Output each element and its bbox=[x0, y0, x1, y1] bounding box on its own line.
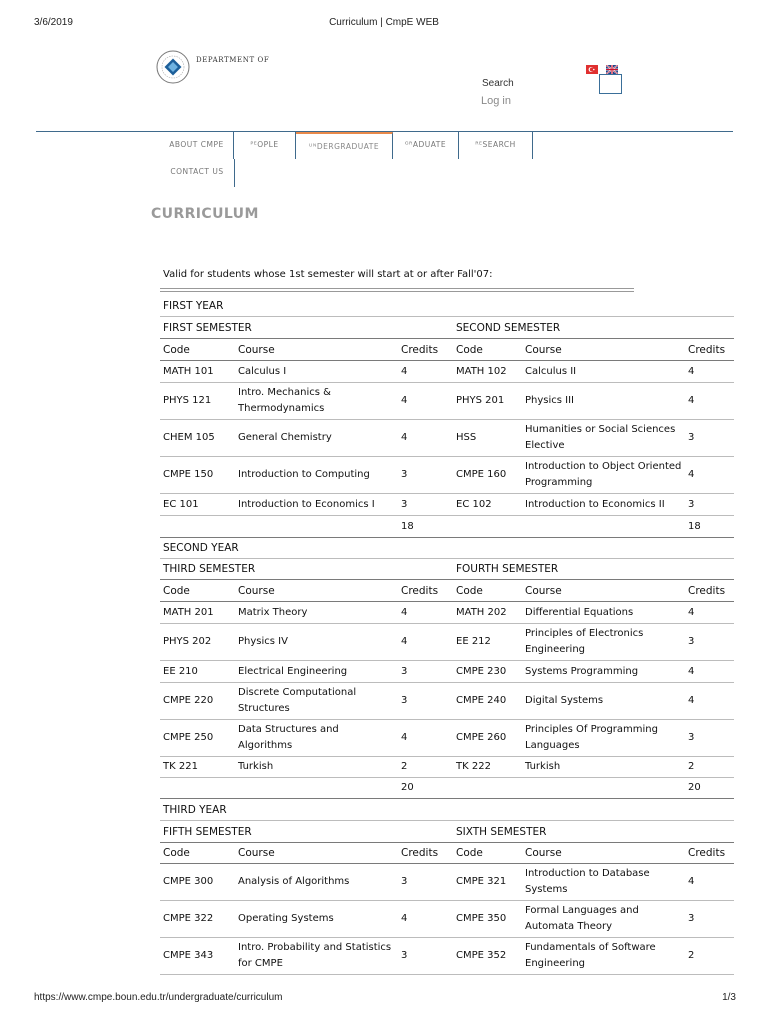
course-code: TK 221 bbox=[163, 761, 198, 772]
semester-label: FOURTH SEMESTER bbox=[456, 563, 559, 575]
course-name: Introduction to Economics I bbox=[238, 498, 375, 510]
year-label: SECOND YEAR bbox=[163, 542, 239, 554]
course-credits: 3 bbox=[688, 913, 695, 924]
course-credits: 3 bbox=[688, 498, 695, 510]
column-header-row bbox=[160, 339, 734, 361]
column-header-course: Course bbox=[238, 847, 275, 859]
course-name: Turkish bbox=[238, 761, 274, 772]
course-row bbox=[160, 683, 734, 720]
course-row bbox=[160, 624, 734, 661]
column-header-course: Course bbox=[238, 584, 275, 597]
course-name: Turkish bbox=[525, 761, 561, 772]
course-credits: 4 bbox=[688, 365, 695, 377]
course-row bbox=[160, 864, 734, 901]
course-code: EE 210 bbox=[163, 665, 198, 677]
print-title: Curriculum | CmpE WEB bbox=[329, 17, 439, 28]
nav-undergraduate[interactable]: ᵁᴺDERGRADUATE bbox=[296, 132, 393, 159]
course-credits: 4 bbox=[401, 636, 408, 647]
course-code: CMPE 160 bbox=[456, 469, 507, 480]
semester-row bbox=[160, 559, 734, 580]
language-switcher bbox=[586, 59, 621, 69]
course-credits: 3 bbox=[401, 469, 408, 480]
course-code: CMPE 250 bbox=[163, 732, 214, 743]
course-code: CMPE 352 bbox=[456, 950, 507, 961]
semester-label: FIFTH SEMESTER bbox=[163, 825, 252, 838]
column-header-credits: Credits bbox=[401, 343, 439, 356]
column-header-course: Course bbox=[525, 847, 562, 859]
curriculum-table bbox=[160, 295, 734, 975]
column-header-code: Code bbox=[456, 343, 483, 356]
course-code: CMPE 260 bbox=[456, 732, 507, 743]
year-row bbox=[160, 295, 734, 317]
print-date: 3/6/2019 bbox=[34, 17, 73, 28]
total-credits: 18 bbox=[401, 520, 414, 532]
course-code: CMPE 322 bbox=[163, 913, 214, 924]
course-name: Physics III bbox=[525, 395, 575, 406]
course-row bbox=[160, 420, 734, 457]
column-header-course: Course bbox=[238, 343, 275, 356]
course-row bbox=[160, 757, 734, 778]
course-name: Calculus II bbox=[525, 365, 577, 377]
total-credits: 20 bbox=[401, 782, 414, 793]
course-name: Calculus I bbox=[238, 365, 287, 377]
nav-about-cmpe[interactable]: ABOUT CMPE bbox=[160, 132, 234, 159]
course-code: CMPE 220 bbox=[163, 695, 214, 706]
course-code: CHEM 105 bbox=[163, 432, 215, 443]
column-header-code: Code bbox=[456, 847, 483, 859]
total-credits: 18 bbox=[688, 520, 701, 532]
course-code: MATH 202 bbox=[456, 606, 507, 618]
column-header-code: Code bbox=[163, 847, 190, 859]
column-header-row bbox=[160, 843, 734, 864]
course-credits: 3 bbox=[688, 432, 695, 443]
course-credits: 4 bbox=[401, 432, 408, 443]
course-code: PHYS 201 bbox=[456, 395, 505, 406]
course-name: Systems Programming bbox=[525, 665, 639, 677]
course-row bbox=[160, 383, 734, 420]
course-name: Principles of Electronics Engineering bbox=[525, 628, 644, 655]
course-credits: 4 bbox=[688, 695, 695, 706]
semester-label: THIRD SEMESTER bbox=[163, 563, 256, 575]
course-credits: 3 bbox=[688, 732, 695, 743]
course-code: CMPE 321 bbox=[456, 876, 507, 887]
course-row bbox=[160, 602, 734, 624]
course-credits: 4 bbox=[688, 876, 695, 887]
course-code: EC 101 bbox=[163, 498, 199, 510]
course-name: Intro. Probability and Statistics for CMPE bbox=[238, 942, 392, 969]
course-name: Formal Languages and Automata Theory bbox=[525, 905, 639, 932]
course-name: General Chemistry bbox=[238, 432, 332, 443]
search-input[interactable] bbox=[599, 74, 622, 94]
course-name: Digital Systems bbox=[525, 695, 604, 706]
course-credits: 4 bbox=[688, 469, 695, 480]
course-row bbox=[160, 457, 734, 494]
column-header-credits: Credits bbox=[401, 584, 439, 597]
course-credits: 4 bbox=[401, 913, 408, 924]
course-name: Introduction to Database Systems bbox=[525, 868, 650, 895]
intro-text: Valid for students whose 1st semester will start at or after Fall'07: bbox=[163, 269, 493, 280]
nav-research[interactable]: ᴿᴱSEARCH bbox=[459, 132, 533, 159]
print-page-number: 1/3 bbox=[722, 992, 736, 1003]
course-code: CMPE 240 bbox=[456, 695, 507, 706]
semester-label: SIXTH SEMESTER bbox=[456, 825, 547, 838]
course-credits: 3 bbox=[688, 636, 695, 647]
course-name: Physics IV bbox=[238, 636, 288, 647]
course-name: Matrix Theory bbox=[238, 606, 308, 618]
turkish-flag-icon[interactable] bbox=[586, 59, 598, 68]
course-row bbox=[160, 938, 734, 975]
english-flag-icon[interactable] bbox=[606, 59, 618, 68]
course-code: PHYS 202 bbox=[163, 636, 212, 647]
course-code: EC 102 bbox=[456, 498, 492, 510]
nav-contact-us[interactable]: CONTACT US bbox=[160, 159, 235, 187]
course-credits: 3 bbox=[401, 950, 408, 961]
university-logo[interactable] bbox=[156, 48, 190, 86]
semester-row bbox=[160, 317, 734, 339]
course-credits: 2 bbox=[688, 761, 695, 772]
column-header-code: Code bbox=[456, 584, 483, 597]
course-name: Discrete Computational Structures bbox=[238, 687, 357, 714]
course-credits: 2 bbox=[688, 950, 695, 961]
course-credits: 3 bbox=[401, 665, 408, 677]
year-label: THIRD YEAR bbox=[163, 803, 227, 816]
course-row bbox=[160, 720, 734, 757]
course-code: PHYS 121 bbox=[163, 395, 212, 406]
column-header-credits: Credits bbox=[688, 847, 726, 859]
course-row bbox=[160, 901, 734, 938]
nav-graduate[interactable]: ᴳᴿADUATE bbox=[393, 132, 459, 159]
course-name: Electrical Engineering bbox=[238, 665, 348, 677]
column-header-row bbox=[160, 580, 734, 602]
course-credits: 4 bbox=[401, 606, 408, 618]
course-credits: 4 bbox=[688, 395, 695, 406]
column-header-credits: Credits bbox=[401, 847, 439, 859]
course-credits: 4 bbox=[688, 606, 695, 618]
course-row bbox=[160, 661, 734, 683]
department-label: DEPARTMENT OF bbox=[196, 56, 270, 64]
total-row bbox=[160, 516, 734, 538]
course-credits: 3 bbox=[401, 695, 408, 706]
course-code: CMPE 343 bbox=[163, 950, 214, 961]
course-name: Humanities or Social Sciences Elective bbox=[525, 424, 676, 451]
course-name: Analysis of Algorithms bbox=[238, 876, 350, 887]
print-header bbox=[0, 17, 768, 31]
year-row bbox=[160, 538, 734, 559]
year-label: FIRST YEAR bbox=[163, 299, 224, 312]
course-row bbox=[160, 494, 734, 516]
course-name: Operating Systems bbox=[238, 913, 334, 924]
column-header-course: Course bbox=[525, 584, 562, 597]
course-code: MATH 102 bbox=[456, 365, 507, 377]
course-credits: 4 bbox=[401, 395, 408, 406]
course-code: CMPE 350 bbox=[456, 913, 507, 924]
course-code: MATH 201 bbox=[163, 606, 214, 618]
course-name: Introduction to Economics II bbox=[525, 498, 665, 510]
course-credits: 4 bbox=[401, 365, 408, 377]
course-name: Introduction to Object Oriented Programming bbox=[525, 461, 682, 488]
course-code: MATH 101 bbox=[163, 365, 214, 377]
course-name: Differential Equations bbox=[525, 606, 634, 618]
course-name: Fundamentals of Software Engineering bbox=[525, 942, 656, 969]
course-code: CMPE 150 bbox=[163, 469, 214, 480]
page-title: CURRICULUM bbox=[151, 206, 259, 222]
course-credits: 2 bbox=[401, 761, 408, 772]
total-credits: 20 bbox=[688, 782, 701, 793]
course-code: CMPE 230 bbox=[456, 665, 507, 677]
year-row bbox=[160, 799, 734, 821]
course-name: Intro. Mechanics & Thermodynamics bbox=[238, 387, 331, 414]
course-credits: 4 bbox=[401, 732, 408, 743]
course-code: EE 212 bbox=[456, 636, 491, 647]
double-divider bbox=[160, 288, 634, 292]
column-header-course: Course bbox=[525, 343, 562, 356]
course-credits: 4 bbox=[688, 665, 695, 677]
nav-people[interactable]: ᴾᴱOPLE bbox=[234, 132, 296, 159]
semester-row bbox=[160, 821, 734, 843]
login-link[interactable]: Log in bbox=[481, 95, 511, 107]
course-credits: 3 bbox=[401, 498, 408, 510]
column-header-credits: Credits bbox=[688, 343, 726, 356]
course-name: Data Structures and Algorithms bbox=[238, 724, 339, 751]
course-name: Principles Of Programming Languages bbox=[525, 724, 658, 751]
course-name: Introduction to Computing bbox=[238, 469, 370, 480]
column-header-code: Code bbox=[163, 343, 190, 356]
course-row bbox=[160, 361, 734, 383]
course-code: HSS bbox=[456, 432, 477, 443]
total-row bbox=[160, 778, 734, 799]
print-url: https://www.cmpe.boun.edu.tr/undergraduate/curriculum bbox=[34, 992, 283, 1003]
column-header-credits: Credits bbox=[688, 584, 726, 597]
course-credits: 3 bbox=[401, 876, 408, 887]
column-header-code: Code bbox=[163, 584, 190, 597]
search-label: Search bbox=[482, 78, 514, 89]
main-nav bbox=[160, 132, 580, 188]
course-code: CMPE 300 bbox=[163, 876, 214, 887]
course-code: TK 222 bbox=[456, 761, 491, 772]
semester-label: FIRST SEMESTER bbox=[163, 321, 252, 334]
semester-label: SECOND SEMESTER bbox=[456, 321, 561, 334]
